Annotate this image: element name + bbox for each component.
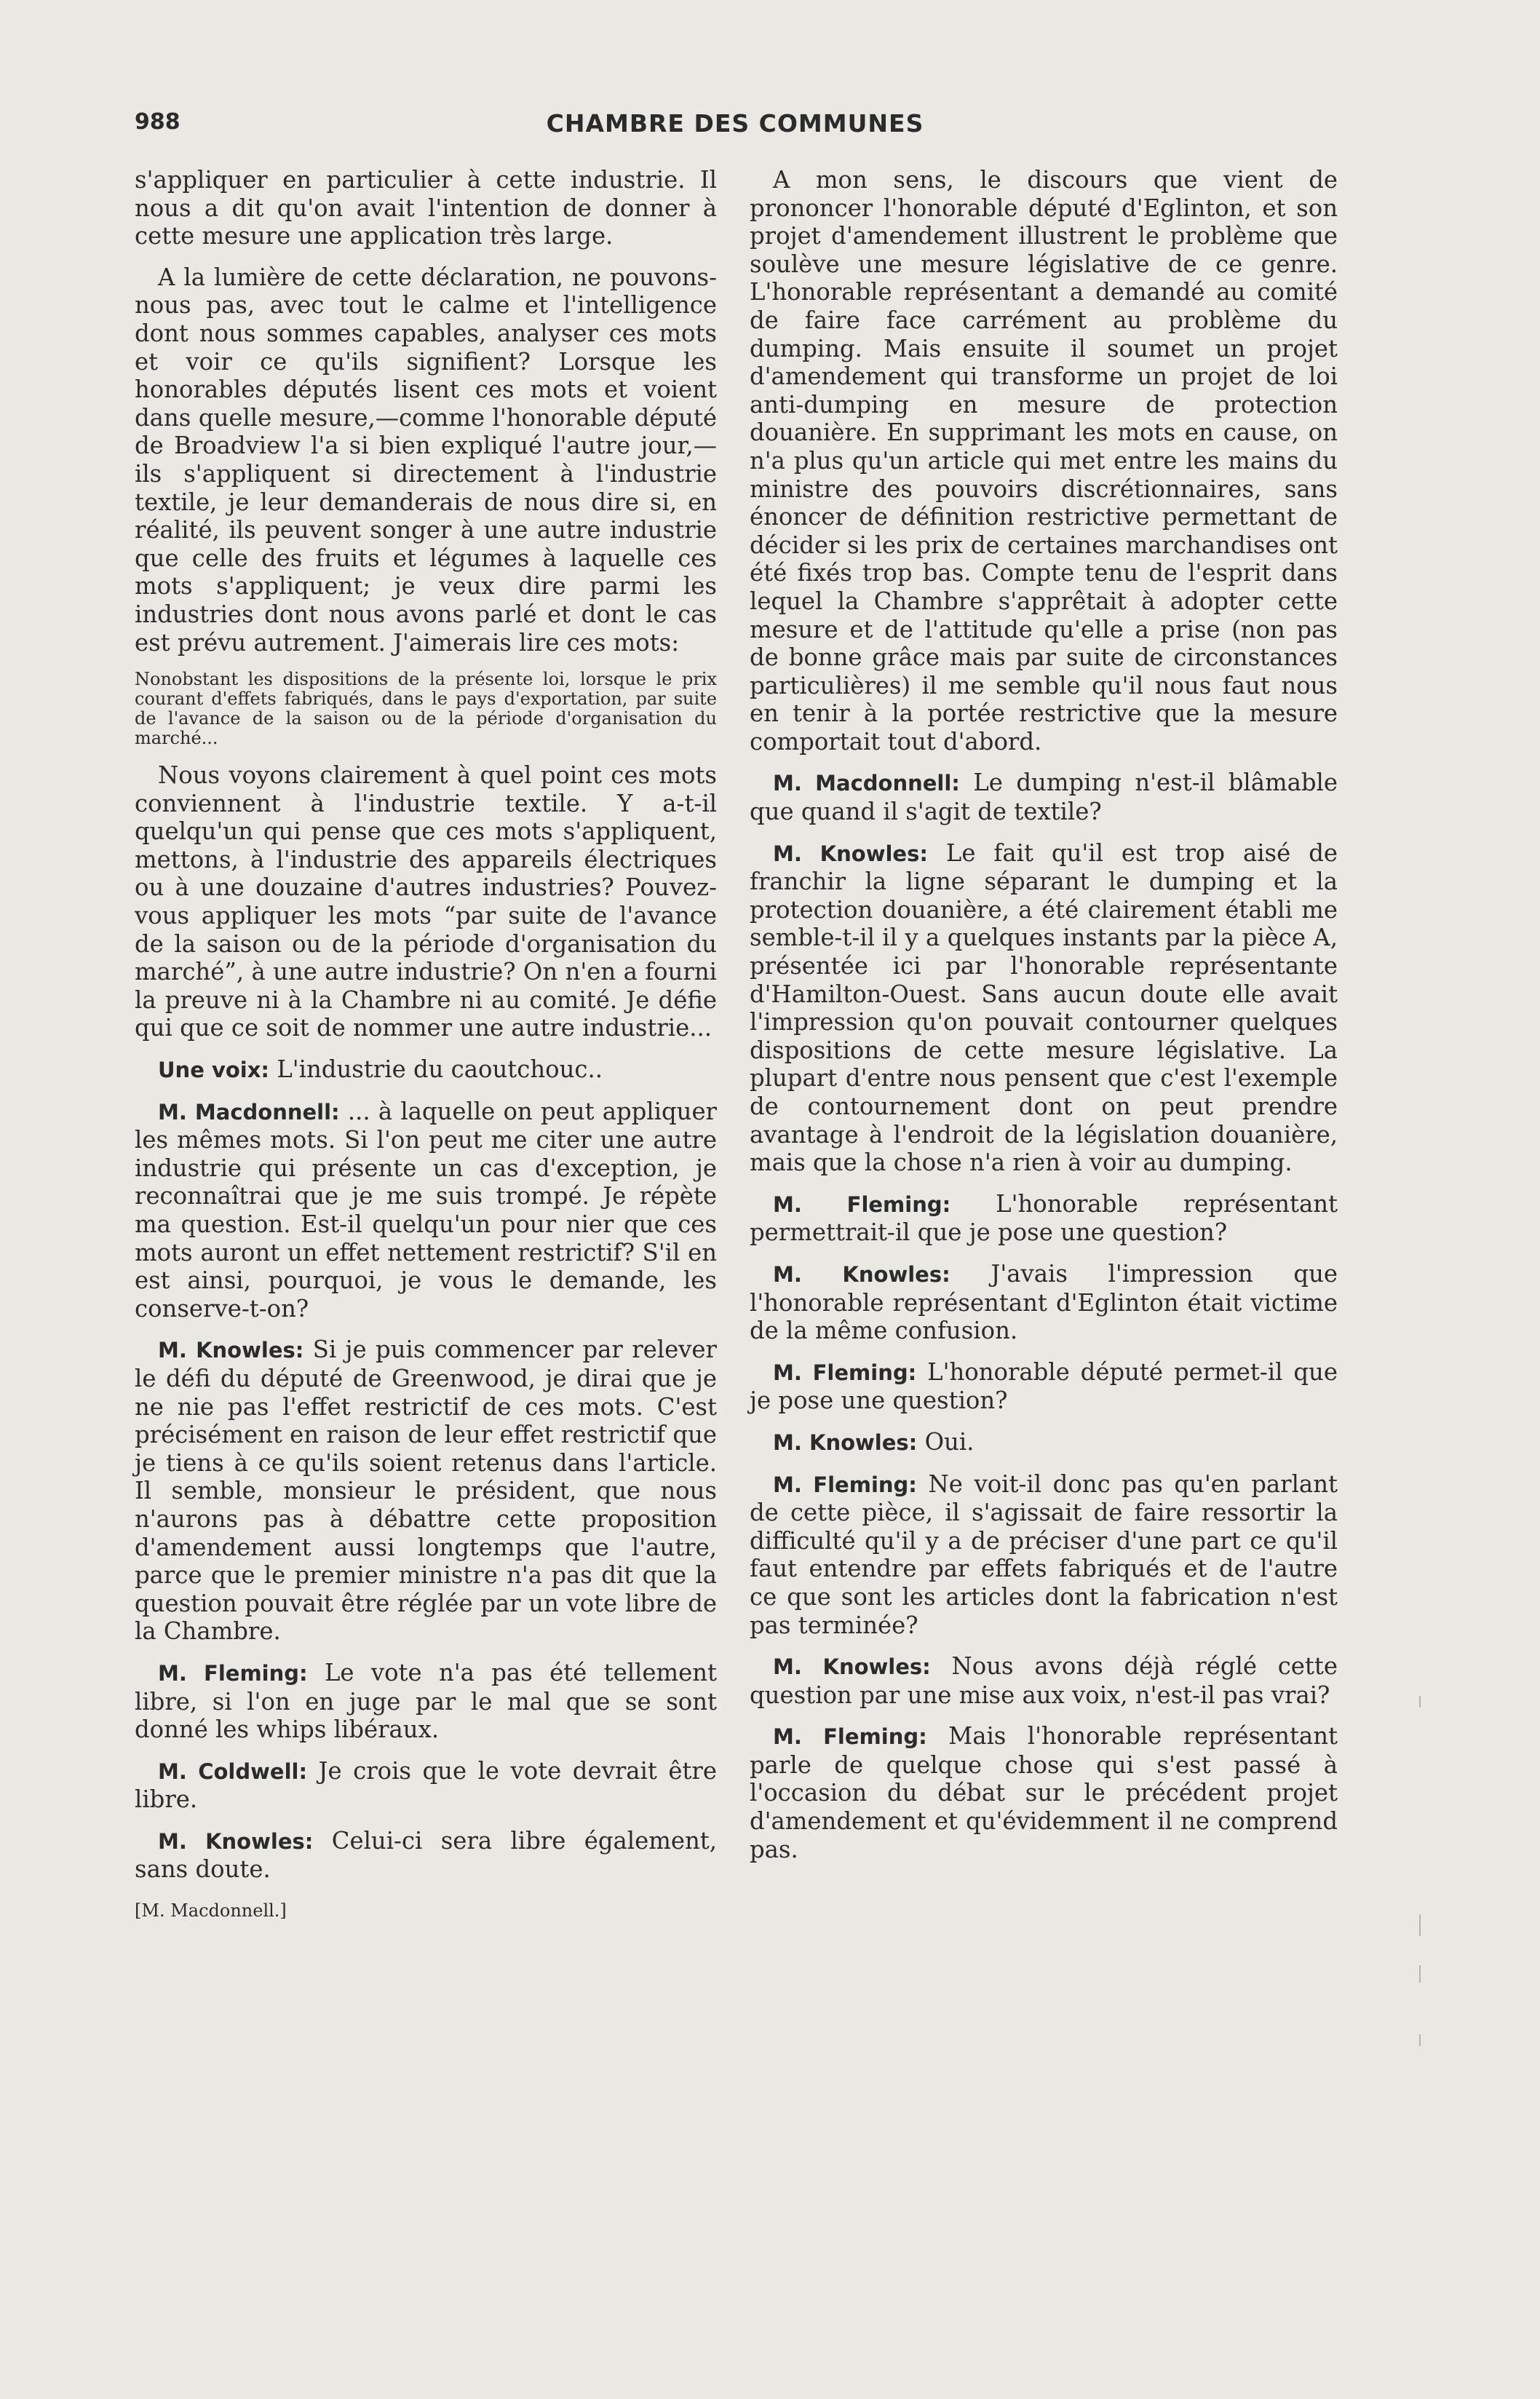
running-title: CHAMBRE DES COMMUNES [546,109,924,138]
paragraph: s'appliquer en particulier à cette industrie. Il nous a dit qu'on avait l'intention de donner à cette mesure une application très large. [135,166,717,250]
speaker-name: M. Knowles: [773,1654,931,1680]
speaker-name: M. Knowles: [773,841,928,866]
speaker-name: M. Macdonnell: [773,771,960,796]
speech-text: Le fait qu'il est trop aisé de franchir la ligne séparant le dumping et la protection douanière, a été clairement établi me semble-t-il il y a quelques instants par la pièce A, présentée ici par l'honorable représentante d'Hamilton-Ouest. Sans aucun doute elle avait l'impression qu'on pouvait contourner quelques dispositions de cette mesure législative. La plupart d'entre nous pensent que c'est l'exemple de contournement dont on peut prendre avantage à l'endroit de la législation douanière, mais que la chose n'a rien à voir au dumping. [750,838,1338,1177]
speech-text: L'honorable député permet-il que je pose une question? [750,1357,1338,1415]
speech [750,1260,1338,1345]
left-column [135,166,717,1925]
page-number: 988 [135,109,180,135]
speaker-reference: [M. Macdonnell.] [135,1900,287,1922]
speaker-name: M. Knowles: [158,1828,314,1854]
scan-mark [1419,1965,1421,1983]
page-header [135,109,1335,146]
speaker-name: Une voix: [158,1058,270,1083]
paragraph: Nous voyons clairement à quel point ces mots conviennent à l'industrie textile. Y a-t-il quelqu'un qui pense que ces mots s'appliquent, mettons, à l'industrie des appareils électriques ou à une douzaine d'autres industries? Pouvez-vous appliquer les mots “par suite de l'avance de la saison ou de la période d'organisation du marché”, à une autre industrie? On n'en a fourni la preuve ni à la Chambre ni au comité. Je défie qui que ce soit de nommer une autre industrie... [135,761,717,1042]
speech [750,1358,1338,1415]
speech [135,1757,717,1814]
speech [750,769,1338,825]
speech-text: Si je puis commencer par relever le défi du député de Greenwood, je dirai que je ne nie pas l'effet restrictif de ces mots. C'est précisément en raison de leur effet restrictif que je tiens à ce qu'ils soient retenus dans l'article. Il semble, monsieur le président, que nous n'aurons pas à débattre cette proposition d'amendement aussi longtemps que l'autre, parce que le premier ministre n'a pas dit que la question pouvait être réglée par un vote libre de la Chambre. [135,1336,717,1646]
speech-text: Nous avons déjà réglé cette question par une mise aux voix, n'est-il pas vrai? [750,1652,1338,1709]
speech-text: J'avais l'impression que l'honorable représentant d'Eglinton était victime de la même confusion. [750,1259,1338,1345]
scan-mark [1419,1696,1421,1708]
speech [750,1428,1338,1457]
speech-text: Ne voit-il donc pas qu'en parlant de cette pièce, il s'agissait de faire ressortir la difficulté qu'il y a de préciser d'une part ce qu'il faut entendre par effets fabriqués et de l'autre ce que sont les articles dont la fabrication n'est pas terminée? [750,1470,1338,1639]
speech-text: Oui. [924,1427,975,1456]
speech [135,1098,717,1323]
paragraph: A la lumière de cette déclaration, ne pouvons-nous pas, avec tout le calme et l'intelligence dont nous sommes capables, analyser ces mots et voir ce qu'ils signifient? Lorsque les honorables députés lisent ces mots et voient dans quelle mesure,—comme l'honorable député de Broadview l'a si bien expliqué l'autre jour,—ils s'appliquent si directement à l'industrie textile, je leur demanderais de nous dire si, en réalité, ils peuvent songer à une autre industrie que celle des fruits et légumes à laquelle ces mots s'appliquent; je veux dire parmi les industries dont nous avons parlé et dont le cas est prévu autrement. J'aimerais lire ces mots: [135,263,717,657]
speaker-name: M. Fleming: [773,1724,927,1750]
speaker-name: M. Coldwell: [158,1758,308,1784]
speech [750,1652,1338,1709]
speech [750,1722,1338,1863]
speech-text: Le dumping n'est-il blâmable que quand il s'agit de textile? [750,769,1338,826]
speech [750,1470,1338,1640]
paragraph: A mon sens, le discours que vient de prononcer l'honorable député d'Eglinton, et son projet d'amendement illustrent le problème que soulève une mesure législative de ce genre. L'honorable représentant a demandé au comité de faire face carrément au problème du dumping. Mais ensuite il soumet un projet d'amendement qui transforme un projet de loi anti-dumping en mesure de protection douanière. En supprimant les mots en cause, on n'a plus qu'un article qui met entre les mains du ministre des pouvoirs discrétionnaires, sans énoncer de définition restrictive permettant de décider si les prix de certaines marchandises ont été fixés trop bas. Compte tenu de l'esprit dans lequel la Chambre s'apprêtait à adopter cette mesure et de l'attitude qu'elle a prise (non pas de bonne grâce mais par suite de circonstances particulières) il me semble qu'il nous faut nous en tenir à la portée restrictive que la mesure comportait tout d'abord. [750,166,1338,756]
speech-text: Celui-ci sera libre également, sans doute. [135,1826,717,1884]
speaker-name: M. Fleming: [773,1360,917,1385]
speaker-name: M. Knowles: [773,1430,918,1455]
speech-text: Mais l'honorable représentant parle de quelque chose qui s'est passé à l'occasion du débat sur le précédent projet d'amendement et qu'évidemment il ne comprend pas. [750,1722,1338,1863]
scan-mark [1419,1914,1421,1936]
speech [750,1190,1338,1247]
speech [135,1659,717,1744]
speaker-name: M. Knowles: [773,1261,950,1287]
speech-text: ... à laquelle on peut appliquer les mêmes mots. Si l'on peut me citer une autre industrie qui présente un cas d'exception, je reconnaîtrai que je me suis trompé. Je répète ma question. Est-il quelqu'un pour nier que ces mots auront un effet nettement restrictif? S'il en est ainsi, pourquoi, je vous le demande, les conserve-t-on? [135,1097,717,1323]
speech [750,839,1338,1177]
margin-scan-marks [1419,1696,1434,2060]
speech-text: Le vote n'a pas été tellement libre, si l'on en juge par le mal que se sont donné les whips libéraux. [135,1658,717,1744]
speaker-name: M. Fleming: [773,1472,917,1497]
speech [135,1336,717,1646]
speaker-name: M. Knowles: [158,1338,304,1363]
speaker-name: M. Macdonnell: [158,1099,340,1125]
speech [135,1827,717,1884]
right-column [750,166,1338,1876]
speaker-name: M. Fleming: [773,1191,951,1217]
speaker-name: M. Fleming: [158,1660,308,1686]
speech-text: Je crois que le vote devrait être libre. [135,1756,717,1814]
speech [135,1055,717,1084]
speech-text: L'industrie du caoutchouc.. [277,1055,603,1084]
speech-text: L'honorable représentant permettrait-il que je pose une question? [750,1189,1338,1247]
block-quote [135,670,717,748]
quote-text: Nonobstant les dispositions de la présente loi, lorsque le prix courant d'effets fabriqués, dans le pays d'exportation, par suite de l'avance de la saison ou de la période d'organisation du marché... [135,669,717,749]
scan-mark [1419,2034,1421,2046]
